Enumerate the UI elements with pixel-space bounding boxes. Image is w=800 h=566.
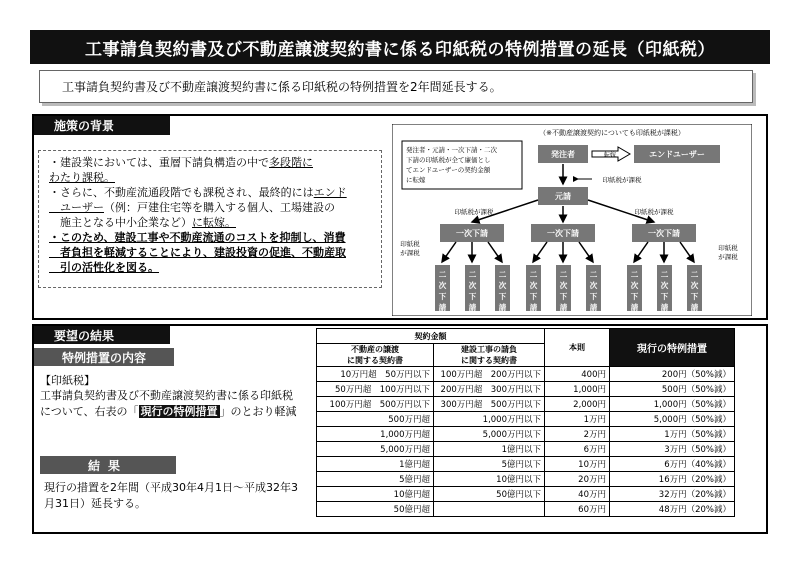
cell-special: 6万円（40%減） (610, 457, 735, 472)
cell-main: 6万円 (545, 442, 610, 457)
node-secondary-sub-char: 請 (529, 303, 538, 312)
header-special: 現行の特例措置 (610, 329, 735, 367)
cell-real-estate: 10万円超 50万円以下 (317, 367, 434, 382)
node-secondary-sub-char: 下 (589, 292, 598, 301)
diagram-box-line-2: 下請の印紙税が全て廉価とし (406, 156, 491, 164)
table-row (317, 442, 735, 457)
cell-real-estate: 1,000万円超 (317, 427, 434, 442)
node-secondary-sub-char: 請 (690, 303, 699, 312)
node-secondary-sub-char: 二 (468, 270, 477, 279)
table-row (317, 397, 735, 412)
tax-label-prime-left: 印紙税が課税 (454, 208, 494, 216)
node-owner-label: 発注者 (551, 150, 575, 159)
table-row (317, 487, 735, 502)
node-secondary-sub-char: 下 (690, 292, 699, 301)
background-bullet-3: ・このため、建設工事や不動産流通のコストを抑制し、消費 者負担を軽減することにより、建設投資の促進、不動産取 引の活性化を図る。 (49, 231, 346, 274)
cell-special: 1,000円（50%減） (610, 397, 735, 412)
node-secondary-sub-char: 下 (559, 292, 568, 301)
node-secondary-sub-char: 次 (660, 281, 669, 290)
table-row (317, 457, 735, 472)
node-secondary-sub-char: 次 (589, 281, 598, 290)
kekka-heading: 結果 (40, 456, 176, 474)
tax-label-right-2: が課税 (718, 253, 738, 261)
node-secondary-sub-char: 下 (498, 292, 507, 301)
node-secondary-sub-char: 請 (589, 303, 598, 312)
cell-special: 32万円（20%減） (610, 487, 735, 502)
cell-real-estate: 5億円超 (317, 472, 434, 487)
node-secondary-sub-char: 二 (438, 270, 447, 279)
cell-main: 40万円 (545, 487, 610, 502)
desc-highlight: 現行の特例措置 (140, 405, 218, 418)
table-row (317, 427, 735, 442)
node-secondary-sub-char: 請 (630, 303, 639, 312)
tax-label-prime-right: 印紙税が課税 (634, 208, 674, 216)
diagram-box-line-3: てエンドユーザーの契約金額 (406, 166, 491, 174)
cell-main: 20万円 (545, 472, 610, 487)
cell-construction: 5億円以下 (434, 457, 545, 472)
cell-main: 2万円 (545, 427, 610, 442)
header-real-estate: 不動産の譲渡 に関する契約書 (317, 344, 434, 367)
node-secondary-sub-char: 二 (630, 270, 639, 279)
node-primary-sub-3-label: 一次下請 (648, 229, 680, 238)
cell-real-estate: 5,000万円超 (317, 442, 434, 457)
cell-construction: 5,000万円以下 (434, 427, 545, 442)
background-bullet-1: ・建設業においては、重層下請負構造の中で多段階に わたり課税。 (49, 156, 313, 184)
node-secondary-sub-char: 二 (529, 270, 538, 279)
stamp-tax-table (316, 328, 735, 517)
node-end-user-label: エンドユーザー (649, 150, 705, 159)
cell-construction: 200万円超 300万円以下 (434, 382, 545, 397)
cell-construction: 10億円以下 (434, 472, 545, 487)
cell-construction: 300万円超 500万円以下 (434, 397, 545, 412)
special-measure-heading: 特例措置の内容 (34, 348, 174, 366)
cell-real-estate: 100万円超 500万円以下 (317, 397, 434, 412)
tax-label-left-2: が課税 (400, 249, 420, 257)
node-prime-label: 元請 (555, 192, 571, 201)
table-row (317, 382, 735, 397)
transfer-label: 転嫁 (603, 152, 617, 159)
cell-real-estate: 500万円超 (317, 412, 434, 427)
table-row (317, 472, 735, 487)
diagram-box-line-4: に転嫁 (406, 176, 426, 184)
node-secondary-sub-char: 請 (498, 303, 507, 312)
cell-special: 3万円（50%減） (610, 442, 735, 457)
node-secondary-sub-char: 二 (559, 270, 568, 279)
table-row (317, 412, 735, 427)
node-secondary-sub-char: 次 (630, 281, 639, 290)
cell-main: 1万円 (545, 412, 610, 427)
desc-before: 工事請負契約書及び不動産譲渡契約書に係る印紙税について、右表の「 (40, 389, 293, 418)
node-secondary-sub-char: 次 (438, 281, 447, 290)
cell-special: 16万円（20%減） (610, 472, 735, 487)
node-secondary-sub-char: 下 (630, 292, 639, 301)
cell-main: 2,000円 (545, 397, 610, 412)
node-secondary-sub-char: 二 (589, 270, 598, 279)
tax-label-owner: 印紙税が課税 (602, 176, 642, 184)
node-secondary-sub-char: 次 (690, 281, 699, 290)
summary-text: 工事請負契約書及び不動産譲渡契約書に係る印紙税の特例措置を2年間延長する。 (62, 80, 502, 94)
page-title: 工事請負契約書及び不動産譲渡契約書に係る印紙税の特例措置の延長（印紙税） (30, 30, 770, 64)
node-secondary-sub-char: 二 (660, 270, 669, 279)
node-secondary-sub-char: 次 (529, 281, 538, 290)
header-amount: 契約金額 (317, 329, 545, 344)
header-main: 本則 (545, 329, 610, 367)
node-secondary-sub-char: 請 (438, 303, 447, 312)
cell-special: 200円（50%減） (610, 367, 735, 382)
stamp-tax-label: 【印紙税】 (40, 374, 95, 387)
node-secondary-sub-char: 下 (660, 292, 669, 301)
tax-label-right-1: 印紙税 (718, 244, 738, 252)
table-row (317, 502, 735, 517)
cell-construction: 100万円超 200万円以下 (434, 367, 545, 382)
cell-main: 10万円 (545, 457, 610, 472)
header-construction: 建設工事の請負 に関する契約書 (434, 344, 545, 367)
node-secondary-sub-char: 請 (660, 303, 669, 312)
cell-main: 400円 (545, 367, 610, 382)
diagram-box-line-1: 発注者・元請・一次下請・二次 (406, 146, 497, 154)
cell-main: 1,000円 (545, 382, 610, 397)
node-secondary-sub-char: 二 (690, 270, 699, 279)
node-secondary-sub-char: 請 (468, 303, 477, 312)
node-primary-sub-2-label: 一次下請 (547, 229, 579, 238)
cell-real-estate: 1億円超 (317, 457, 434, 472)
cell-construction: 1億円以下 (434, 442, 545, 457)
node-secondary-sub-char: 請 (559, 303, 568, 312)
summary-box (39, 70, 753, 103)
tax-label-left-1: 印紙税 (400, 240, 420, 248)
result-heading: 要望の結果 (34, 326, 170, 344)
cell-construction (434, 502, 545, 517)
special-measure-description (40, 388, 300, 420)
cell-construction: 50億円以下 (434, 487, 545, 502)
cell-main: 60万円 (545, 502, 610, 517)
cell-real-estate: 50億円超 (317, 502, 434, 517)
subcontract-diagram (392, 124, 752, 316)
table-row (317, 367, 735, 382)
node-secondary-sub-char: 次 (559, 281, 568, 290)
background-bullet-2: ・さらに、不動産流通段階でも課税され、最終的にはエンド ユーザー（例：戸建住宅等を購入する個人、工場建設の 施主となる中小企業など）に転嫁。 (49, 186, 347, 229)
background-heading: 施策の背景 (34, 116, 170, 135)
background-list (38, 150, 382, 288)
diagram-note: （※不動産譲渡契約についても印紙税が課税） (539, 129, 685, 137)
cell-special: 5,000円（50%減） (610, 412, 735, 427)
cell-real-estate: 50万円超 100万円以下 (317, 382, 434, 397)
node-primary-sub-1-label: 一次下請 (456, 229, 488, 238)
node-secondary-sub-char: 下 (468, 292, 477, 301)
cell-special: 48万円（20%減） (610, 502, 735, 517)
node-secondary-sub-char: 下 (438, 292, 447, 301)
node-secondary-sub-char: 二 (498, 270, 507, 279)
cell-construction: 1,000万円以下 (434, 412, 545, 427)
node-secondary-sub-char: 下 (529, 292, 538, 301)
node-secondary-sub-char: 次 (498, 281, 507, 290)
cell-special: 1万円（50%減） (610, 427, 735, 442)
kekka-text: 現行の措置を2年間（平成30年4月1日～平成32年3月31日）延長する。 (44, 481, 298, 510)
desc-after: 」のとおり軽減 (219, 405, 297, 418)
cell-real-estate: 10億円超 (317, 487, 434, 502)
cell-special: 500円（50%減） (610, 382, 735, 397)
node-secondary-sub-char: 次 (468, 281, 477, 290)
